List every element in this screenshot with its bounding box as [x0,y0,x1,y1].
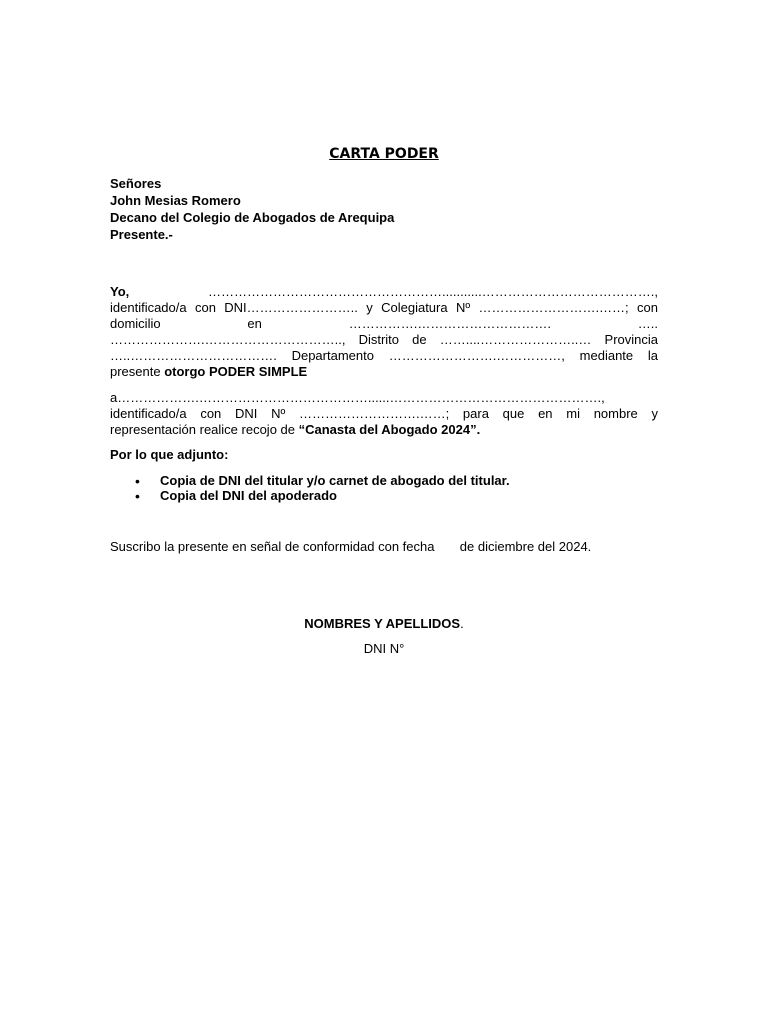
purpose-bold: “Canasta del Abogado 2024”. [298,422,481,437]
bullet-icon: • [135,473,140,489]
body-line-1 [110,284,658,300]
addressee-salutation: Señores [110,176,162,191]
body-line-3: domicilio en …………….…………………………. ….. [110,316,658,331]
body-line-5: …..……………………………. Departamento …………………….……………, mediante la [110,348,658,363]
attachments-heading: Por lo que adjunto: [110,447,229,462]
letter-title-text: CARTA PODER [329,146,439,162]
grant-bold: otorgo PODER SIMPLE [164,364,308,379]
addressee-title: Decano del Colegio de Abogados de Arequipa [110,210,395,225]
attorney-line-3 [110,422,658,438]
attorney-line-1: a……………….…………………………………......…………………………………………., [110,390,605,405]
body-yo: Yo, [110,284,130,299]
attachment-item-2: Copia del DNI del apoderado [160,488,337,503]
addressee-presente: Presente.- [110,227,173,242]
body-line-1-rest: ………………………………………………...........…………………………………., [208,284,658,299]
signature-name-line [0,616,768,631]
purpose-prefix: representación realice recojo de [110,422,299,437]
signature-name-suffix: . [460,616,464,631]
signature-name: NOMBRES Y APELLIDOS [304,616,461,631]
addressee-name: John Mesias Romero [110,193,241,208]
closing-statement: Suscribo la presente en señal de conformidad con fecha de diciembre del 2024. [110,539,592,554]
grant-prefix: presente [110,364,165,379]
body-line-6 [110,364,658,380]
body-line-2: identificado/a con DNI…………………….. y Colegiatura Nº ……………………….……; con [110,300,658,315]
body-line-4: ………………….………………………….., Distrito de ……....…………………..… Provincia [110,332,658,347]
attorney-line-2: identificado/a con DNI Nº ……………………….……; para que en mi nombre y [110,406,658,421]
attachment-item-1: Copia de DNI del titular y/o carnet de abogado del titular. [160,473,510,488]
bullet-icon: • [135,488,140,504]
signature-dni: DNI N° [363,641,405,656]
letter-title [0,146,768,162]
